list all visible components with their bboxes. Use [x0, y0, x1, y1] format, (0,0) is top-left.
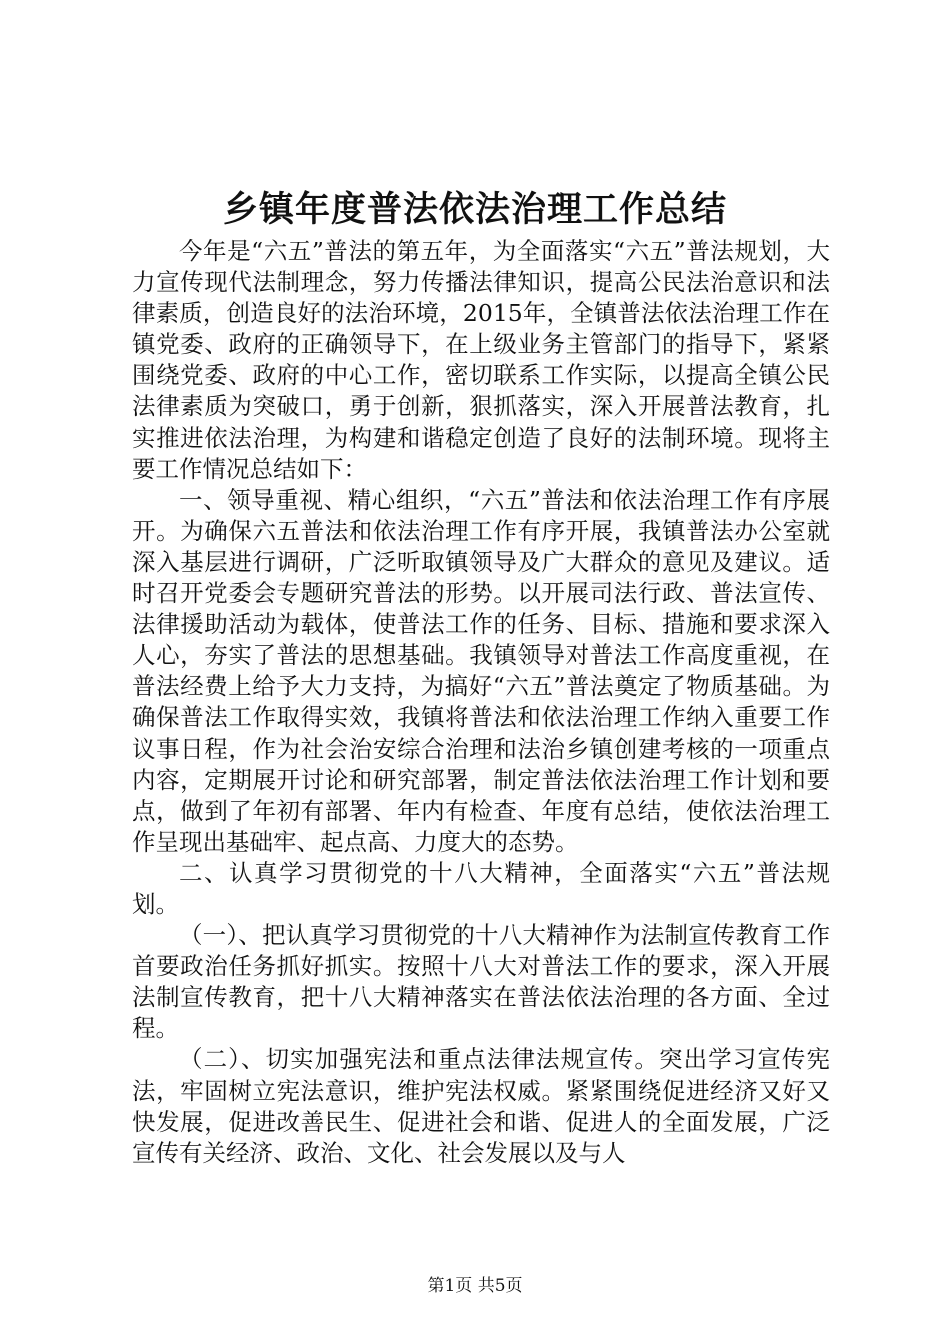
paragraph-section-2-item-2: （二）、切实加强宪法和重点法律法规宣传。突出学习宣传宪法，牢固树立宪法意识，维护宪法权威。紧紧围绕促进经济又好又快发展，促进改善民生、促进社会和谐、促进人的全面发展，广泛宣传有关经济、政治、文化、社会发展以及与人	[132, 1045, 830, 1167]
paragraph-section-2-heading: 二、认真学习贯彻党的十八大精神，全面落实“六五”普法规划。	[132, 858, 830, 918]
paragraph-section-1: 一、领导重视、精心组织，“六五”普法和依法治理工作有序展开。为确保六五普法和依法治理工作有序开展，我镇普法办公室就深入基层进行调研，广泛听取镇领导及广大群众的意见及建议。适时召开党委会专题研究普法的形势。以开展司法行政、普法宣传、法律援助活动为载体，使普法工作的任务、目标、措施和要求深入人心，夯实了普法的思想基础。我镇领导对普法工作高度重视，在普法经费上给予大力支持，为搞好“六五”普法奠定了物质基础。为确保普法工作取得实效，我镇将普法和依法治理工作纳入重要工作议事日程，作为社会治安综合治理和法治乡镇创建考核的一项重点内容，定期展开讨论和研究部署，制定普法依法治理工作计划和要点，做到了年初有部署、年内有检查、年度有总结，使依法治理工作呈现出基础牢、起点高、力度大的态势。	[132, 485, 830, 856]
paragraph-section-2-item-1: （一）、把认真学习贯彻党的十八大精神作为法制宣传教育工作首要政治任务抓好抓实。按照十八大对普法工作的要求，深入开展法制宣传教育，把十八大精神落实在普法依法治理的各方面、全过程。	[132, 921, 830, 1043]
paragraph-intro: 今年是“六五”普法的第五年，为全面落实“六五”普法规划，大力宣传现代法制理念，努力传播法律知识，提高公民法治意识和法律素质，创造良好的法治环境，2015年，全镇普法依法治理工作在镇党委、政府的正确领导下，在上级业务主管部门的指导下，紧紧围绕党委、政府的中心工作，密切联系工作实际，以提高全镇公民法律素质为突破口，勇于创新，狠抓落实，深入开展普法教育，扎实推进依法治理，为构建和谐稳定创造了良好的法制环境。现将主要工作情况总结如下：	[132, 237, 830, 483]
document-body	[132, 236, 830, 1169]
page-number-footer: 第1页 共5页	[427, 1276, 523, 1296]
document-title: 乡镇年度普法依法治理工作总结	[222, 189, 727, 230]
